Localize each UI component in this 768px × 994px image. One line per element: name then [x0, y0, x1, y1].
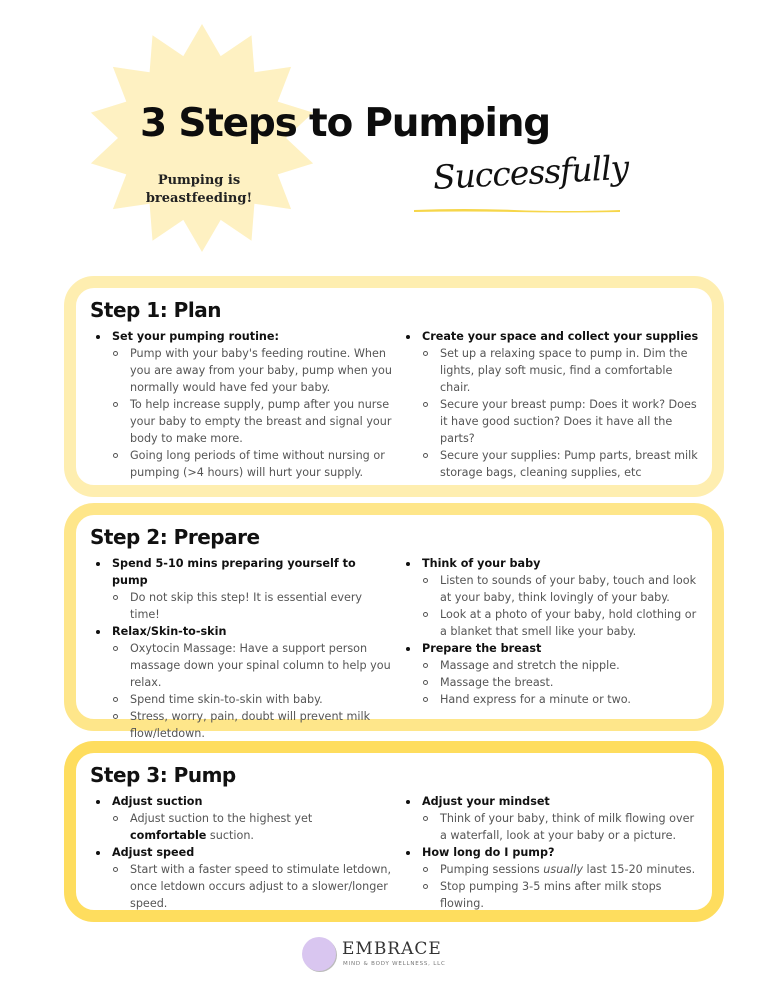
list-item: Spend time skin-to-skin with baby. — [112, 691, 392, 708]
list-item: Listen to sounds of your baby, touch and look at your baby, think lovingly of your baby. — [422, 572, 702, 606]
list-item: Pumping sessions usually last 15-20 minutes. — [422, 861, 702, 878]
step-3-left-column — [90, 793, 392, 912]
list-item: Prepare the breast Massage and stretch the nipple. Massage the breast. Hand express for a minute or two. — [400, 640, 702, 708]
step-1-left-column — [90, 328, 392, 481]
list-item: Spend 5-10 mins preparing yourself to pump Do not skip this step! It is essential every time! — [90, 555, 392, 623]
list-item: Set your pumping routine: Pump with your baby's feeding routine. When you are away from your baby, pump when you normally would have fed your baby. To help increase supply, pump after you nurse your baby to empty the breast and signal your body to make more. Going long periods of time without nursing or pumping (>4 hours) will hurt your supply. — [90, 328, 392, 481]
list-item: Create your space and collect your supplies Set up a relaxing space to pump in. Dim the lights, play soft music, find a comfortable chair. Secure your breast pump: Does it work? Does it have good suction? Does it have all the parts? Secure your supplies: Pump parts, breast milk storage bags, cleaning supplies, etc — [400, 328, 702, 481]
list-item: Pump with your baby's feeding routine. When you are away from your baby, pump when you normally would have fed your baby. — [112, 345, 392, 396]
list-item: Stress, worry, pain, doubt will prevent milk flow/letdown. — [112, 708, 392, 742]
list-item: Do not skip this step! It is essential every time! — [112, 589, 392, 623]
list-item: Secure your breast pump: Does it work? Does it have good suction? Does it have all the parts? — [422, 396, 702, 447]
list-item: Massage and stretch the nipple. — [422, 657, 702, 674]
step-2-title: Step 2: Prepare — [90, 525, 260, 549]
list-item: Start with a faster speed to stimulate letdown, once letdown occurs adjust to a slower/longer speed. — [112, 861, 392, 912]
step-1-right-column — [400, 328, 702, 481]
starburst-text: Pumping is breastfeeding! — [145, 173, 253, 206]
list-item: Adjust suction Adjust suction to the highest yet comfortable suction. — [90, 793, 392, 844]
logo-tagline: MIND & BODY WELLNESS, LLC — [343, 961, 446, 967]
list-item: Going long periods of time without nursing or pumping (>4 hours) will hurt your supply. — [112, 447, 392, 481]
list-item: Massage the breast. — [422, 674, 702, 691]
list-item: Stop pumping 3-5 mins after milk stops flowing. — [422, 878, 702, 912]
step-3-card — [64, 741, 724, 922]
list-item: Hand express for a minute or two. — [422, 691, 702, 708]
list-item: Look at a photo of your baby, hold clothing or a blanket that smell like your baby. — [422, 606, 702, 640]
step-3-right-column — [400, 793, 702, 912]
list-item: Oxytocin Massage: Have a support person massage down your spinal column to help you relax. — [112, 640, 392, 691]
list-item: Think of your baby, think of milk flowing over a waterfall, look at your baby or a picture. — [422, 810, 702, 844]
script-subtitle: Successfully — [432, 147, 630, 197]
list-item: Secure your supplies: Pump parts, breast milk storage bags, cleaning supplies, etc — [422, 447, 702, 481]
step-2-card — [64, 503, 724, 740]
list-item: Adjust speed Start with a faster speed to stimulate letdown, once letdown occurs adjust to a slower/longer speed. — [90, 844, 392, 912]
list-item: Relax/Skin-to-skin Oxytocin Massage: Have a support person massage down your spinal column to help you relax. Spend time skin-to-skin with baby. Stress, worry, pain, doubt will prevent milk flow/letdown. — [90, 623, 392, 742]
list-item: To help increase supply, pump after you nurse your baby to empty the breast and signal your body to make more. — [112, 396, 392, 447]
page-title: 3 Steps to Pumping — [140, 101, 550, 146]
logo-circle-icon — [302, 937, 336, 971]
list-item: Adjust suction to the highest yet comfortable suction. — [112, 810, 392, 844]
list-item: Adjust your mindset Think of your baby, think of milk flowing over a waterfall, look at your baby or a picture. — [400, 793, 702, 844]
step-1-title: Step 1: Plan — [90, 298, 221, 322]
step-3-title: Step 3: Pump — [90, 763, 236, 787]
logo-name: EMBRACE — [342, 939, 442, 959]
step-1-card — [64, 276, 724, 497]
list-item: Set up a relaxing space to pump in. Dim the lights, play soft music, find a comfortable chair. — [422, 345, 702, 396]
step-2-right-column — [400, 555, 702, 742]
subtitle-underline — [414, 207, 620, 213]
step-2-left-column — [90, 555, 392, 742]
list-item: How long do I pump? Pumping sessions usually last 15-20 minutes. Stop pumping 3-5 mins after milk stops flowing. — [400, 844, 702, 912]
list-item: Think of your baby Listen to sounds of your baby, touch and look at your baby, think lovingly of your baby. Look at a photo of your baby, hold clothing or a blanket that smell like your baby. — [400, 555, 702, 640]
embrace-logo — [302, 935, 462, 975]
